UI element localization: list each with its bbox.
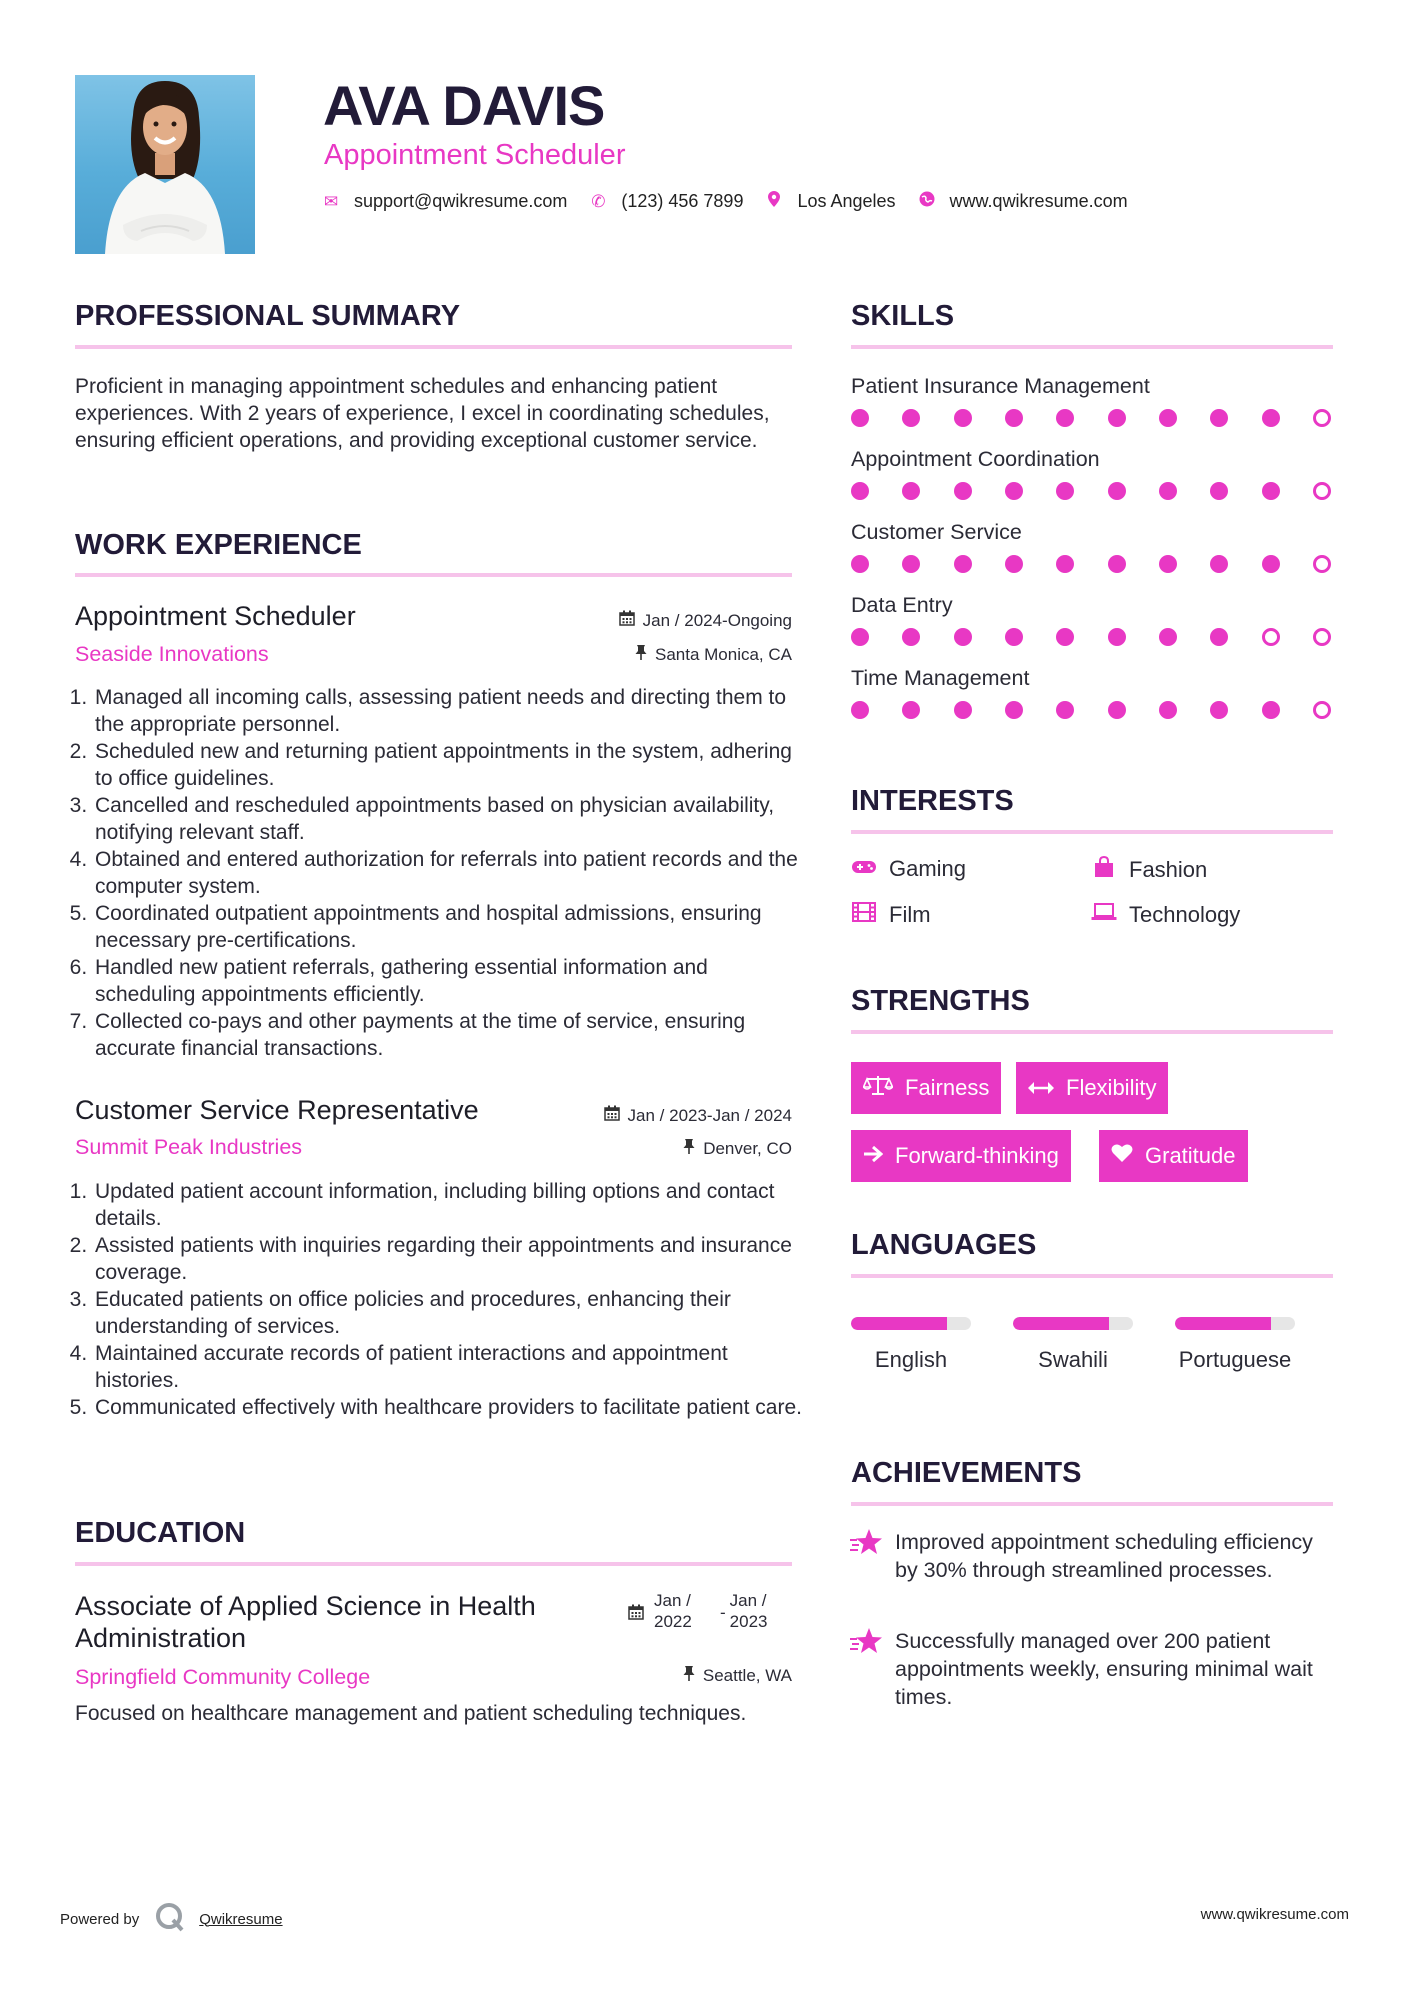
rating-dot-filled: [1210, 701, 1228, 719]
powered-by-text: Powered by: [60, 1910, 140, 1928]
rating-dot-empty: [1313, 482, 1331, 500]
language-level-bar: [851, 1317, 971, 1330]
achievement-text: Successfully managed over 200 patient appointments weekly, ensuring minimal wait times.: [895, 1629, 1313, 1709]
contact-phone[interactable]: [589, 191, 743, 212]
list-item: 6. Handled new patient referrals, gathering essential information and scheduling appointments efficiently.: [93, 954, 810, 1008]
language-level-fill: [1013, 1317, 1109, 1330]
rating-dot-filled: [1056, 482, 1074, 500]
skill-name: Customer Service: [851, 520, 1022, 544]
rating-dot-filled: [902, 555, 920, 573]
rating-dot-filled: [902, 409, 920, 427]
job-title: Customer Service Representative: [75, 1095, 479, 1125]
rating-dot-filled: [1108, 482, 1126, 500]
language-label: Swahili: [1038, 1347, 1108, 1372]
interests-heading: INTERESTS: [851, 785, 1014, 817]
skill-rating: [851, 701, 1331, 719]
job-location-text: Santa Monica, CA: [654, 645, 792, 664]
list-item: 2. Scheduled new and returning patient appointments in the system, adhering to office guidelines.: [93, 738, 810, 792]
interest-label: Technology: [1129, 902, 1241, 927]
calendar-icon: [619, 610, 635, 632]
language-item: [1011, 1317, 1135, 1374]
gamepad-icon: [851, 858, 877, 881]
languages-heading: LANGUAGES: [851, 1229, 1037, 1261]
rating-dot-filled: [1108, 701, 1126, 719]
rating-dot-filled: [1159, 555, 1177, 573]
job-location: [683, 1138, 792, 1160]
rating-dot-filled: [954, 628, 972, 646]
skill-name: Data Entry: [851, 593, 953, 617]
rating-dot-filled: [1005, 482, 1023, 500]
education-location: [683, 1665, 792, 1687]
interest-film: [851, 902, 931, 928]
strength-label: Forward-thinking: [895, 1143, 1059, 1168]
interest-label: Fashion: [1129, 857, 1208, 882]
rating-dot-filled: [851, 555, 869, 573]
contact-location: [765, 191, 895, 212]
website-text: www.qwikresume.com: [949, 191, 1128, 211]
rating-dot-filled: [954, 482, 972, 500]
achievement-item: [849, 1627, 1315, 1711]
education-divider: [75, 1562, 792, 1566]
summary-heading: PROFESSIONAL SUMMARY: [75, 300, 461, 332]
list-item: 5. Coordinated outpatient appointments and hospital admissions, ensuring necessary pre-certifications.: [93, 900, 810, 954]
rating-dot-filled: [1210, 482, 1228, 500]
skill-rating: [851, 555, 1331, 573]
education-description: Focused on healthcare management and patient scheduling techniques.: [75, 1702, 747, 1725]
job-location: [635, 644, 792, 666]
pushpin-icon: [635, 644, 647, 666]
languages-divider: [851, 1274, 1333, 1278]
skill-rating: [851, 409, 1331, 427]
film-icon: [851, 902, 877, 928]
rating-dot-filled: [1005, 555, 1023, 573]
pushpin-icon: [683, 1138, 695, 1160]
education-date: [628, 1590, 784, 1636]
interest-label: Film: [889, 902, 931, 927]
rating-dot-filled: [1108, 628, 1126, 646]
arrow-right-icon: [863, 1143, 883, 1169]
rating-dot-filled: [902, 482, 920, 500]
rating-dot-filled: [902, 701, 920, 719]
candidate-name: AVA DAVIS: [323, 74, 605, 137]
location-text: Los Angeles: [797, 191, 896, 211]
rating-dot-filled: [954, 409, 972, 427]
rating-dot-filled: [1056, 409, 1074, 427]
contact-website[interactable]: [918, 191, 1128, 212]
skill-item: [851, 519, 1333, 573]
strengths-divider: [851, 1030, 1333, 1034]
education-location-text: Seattle, WA: [702, 1666, 792, 1685]
interest-gaming: [851, 856, 966, 882]
skills-list: [851, 373, 1333, 719]
interests-divider: [851, 830, 1333, 834]
job-date-text: Jan / 2023-Jan / 2024: [627, 1106, 792, 1125]
qwikresume-logo-icon: [155, 1902, 185, 1936]
education-date-start: Jan / 2022: [654, 1591, 692, 1631]
star-icon: [849, 1627, 885, 1661]
envelope-icon: ✉: [323, 191, 339, 211]
job-bullets: [75, 1178, 810, 1421]
laptop-icon: [1091, 903, 1117, 927]
work-divider: [75, 573, 792, 577]
skill-rating: [851, 482, 1331, 500]
skill-item: [851, 373, 1333, 427]
rating-dot-filled: [1262, 701, 1280, 719]
work-heading: WORK EXPERIENCE: [75, 529, 362, 561]
rating-dot-filled: [1159, 409, 1177, 427]
job-title: Appointment Scheduler: [75, 601, 356, 631]
rating-dot-filled: [1108, 409, 1126, 427]
profile-photo: [75, 75, 255, 254]
rating-dot-empty: [1313, 628, 1331, 646]
contact-bar: [322, 191, 1150, 212]
rating-dot-filled: [1210, 409, 1228, 427]
company-name: Seaside Innovations: [75, 642, 269, 666]
skill-item: [851, 446, 1333, 500]
strength-label: Gratitude: [1145, 1143, 1236, 1168]
pushpin-icon: [683, 1665, 695, 1687]
list-item: 3. Cancelled and rescheduled appointments based on physician availability, notifying relevant staff.: [93, 792, 810, 846]
rating-dot-filled: [1210, 628, 1228, 646]
shopping-bag-icon: [1091, 856, 1117, 884]
list-item: 2. Assisted patients with inquiries regarding their appointments and insurance coverage.: [93, 1232, 810, 1286]
phone-text: (123) 456 7899: [621, 191, 744, 211]
rating-dot-filled: [954, 701, 972, 719]
job-bullets: [75, 684, 810, 1062]
star-icon: [849, 1528, 885, 1562]
calendar-icon: [628, 1604, 644, 1626]
degree-title: Associate of Applied Science in Health Administration: [75, 1591, 536, 1653]
rating-dot-filled: [1005, 628, 1023, 646]
achievements-heading: ACHIEVEMENTS: [851, 1457, 1082, 1489]
globe-icon: [918, 191, 936, 212]
interest-technology: [1091, 902, 1240, 928]
list-item: 1. Updated patient account information, including billing options and contact details.: [93, 1178, 810, 1232]
rating-dot-filled: [1262, 409, 1280, 427]
date-separator: -: [720, 1603, 726, 1622]
education-heading: EDUCATION: [75, 1517, 246, 1549]
arrows-horizontal-icon: [1028, 1075, 1054, 1101]
person-photo-illustration: [75, 75, 255, 254]
list-item: 4. Maintained accurate records of patient interactions and appointment histories.: [93, 1340, 810, 1394]
brand-link[interactable]: Qwikresume: [199, 1910, 283, 1928]
candidate-role: Appointment Scheduler: [324, 139, 626, 171]
rating-dot-filled: [851, 409, 869, 427]
company-name: Summit Peak Industries: [75, 1135, 303, 1159]
strength-tag-fairness: [851, 1062, 1001, 1114]
calendar-icon: [604, 1105, 620, 1127]
achievement-text: Improved appointment scheduling efficiency by 30% through streamlined processes.: [895, 1530, 1313, 1582]
language-label: Portuguese: [1178, 1347, 1292, 1372]
languages-list: [849, 1317, 1297, 1374]
contact-email[interactable]: [322, 191, 567, 212]
job-date: [619, 610, 792, 632]
rating-dot-filled: [1262, 555, 1280, 573]
rating-dot-filled: [851, 701, 869, 719]
list-item: 3. Educated patients on office policies and procedures, enhancing their understanding of services.: [93, 1286, 810, 1340]
language-item: [1173, 1317, 1297, 1374]
language-level-fill: [851, 1317, 947, 1330]
skills-heading: SKILLS: [851, 300, 955, 332]
language-level-bar: [1175, 1317, 1295, 1330]
skill-name: Patient Insurance Management: [851, 374, 1150, 398]
email-text: support@qwikresume.com: [354, 191, 568, 211]
summary-divider: [75, 345, 792, 349]
skill-name: Time Management: [851, 666, 1030, 690]
rating-dot-empty: [1262, 628, 1280, 646]
heart-icon: [1111, 1143, 1133, 1169]
job-date-text: Jan / 2024-Ongoing: [642, 611, 792, 630]
rating-dot-filled: [851, 628, 869, 646]
skill-item: [851, 592, 1333, 646]
rating-dot-empty: [1313, 701, 1331, 719]
rating-dot-filled: [1210, 555, 1228, 573]
skill-name: Appointment Coordination: [851, 447, 1100, 471]
footer-url[interactable]: www.qwikresume.com: [1200, 1906, 1349, 1923]
rating-dot-filled: [1005, 409, 1023, 427]
rating-dot-filled: [902, 628, 920, 646]
list-item: 1. Managed all incoming calls, assessing patient needs and directing them to the appropriate personnel.: [93, 684, 810, 738]
rating-dot-filled: [1056, 555, 1074, 573]
achievements-divider: [851, 1502, 1333, 1506]
language-label: English: [874, 1347, 948, 1372]
list-item: 4. Obtained and entered authorization for referrals into patient records and the computer system.: [93, 846, 810, 900]
rating-dot-filled: [1056, 628, 1074, 646]
language-level-bar: [1013, 1317, 1133, 1330]
interest-label: Gaming: [889, 856, 967, 881]
footer-powered-by: [60, 1902, 283, 1936]
interest-fashion: [1091, 856, 1207, 884]
skill-item: [851, 665, 1333, 719]
job-location-text: Denver, CO: [703, 1139, 792, 1158]
rating-dot-filled: [1159, 701, 1177, 719]
map-pin-icon: [765, 191, 783, 212]
strength-tag-flexibility: [1016, 1062, 1168, 1114]
summary-text: Proficient in managing appointment schedules and enhancing patient experiences. With 2 years of experience, I excel in coordinating schedules, ensuring efficient operations, and providing exceptional customer service.: [75, 375, 770, 452]
school-name: Springfield Community College: [75, 1665, 371, 1689]
rating-dot-empty: [1313, 555, 1331, 573]
phone-icon: ✆: [591, 191, 606, 211]
rating-dot-filled: [1005, 701, 1023, 719]
rating-dot-filled: [1159, 628, 1177, 646]
rating-dot-filled: [954, 555, 972, 573]
job-date: [604, 1105, 792, 1127]
rating-dot-filled: [1108, 555, 1126, 573]
strength-tag-gratitude: [1099, 1130, 1248, 1182]
strength-tag-forward-thinking: [851, 1130, 1071, 1182]
language-item: [849, 1317, 973, 1374]
education-date-end: Jan / 2023: [729, 1591, 768, 1631]
rating-dot-empty: [1313, 409, 1331, 427]
strength-label: Flexibility: [1066, 1075, 1157, 1100]
balance-scale-icon: [863, 1074, 893, 1102]
skills-divider: [851, 345, 1333, 349]
strength-label: Fairness: [905, 1075, 990, 1100]
rating-dot-filled: [1056, 701, 1074, 719]
list-item: 7. Collected co-pays and other payments at the time of service, ensuring accurate financial transactions.: [93, 1008, 810, 1062]
language-level-fill: [1175, 1317, 1271, 1330]
rating-dot-filled: [1262, 482, 1280, 500]
rating-dot-filled: [851, 482, 869, 500]
skill-rating: [851, 628, 1331, 646]
rating-dot-filled: [1159, 482, 1177, 500]
strengths-heading: STRENGTHS: [851, 985, 1030, 1017]
achievement-item: [849, 1528, 1315, 1584]
list-item: 5. Communicated effectively with healthcare providers to facilitate patient care.: [93, 1394, 810, 1421]
